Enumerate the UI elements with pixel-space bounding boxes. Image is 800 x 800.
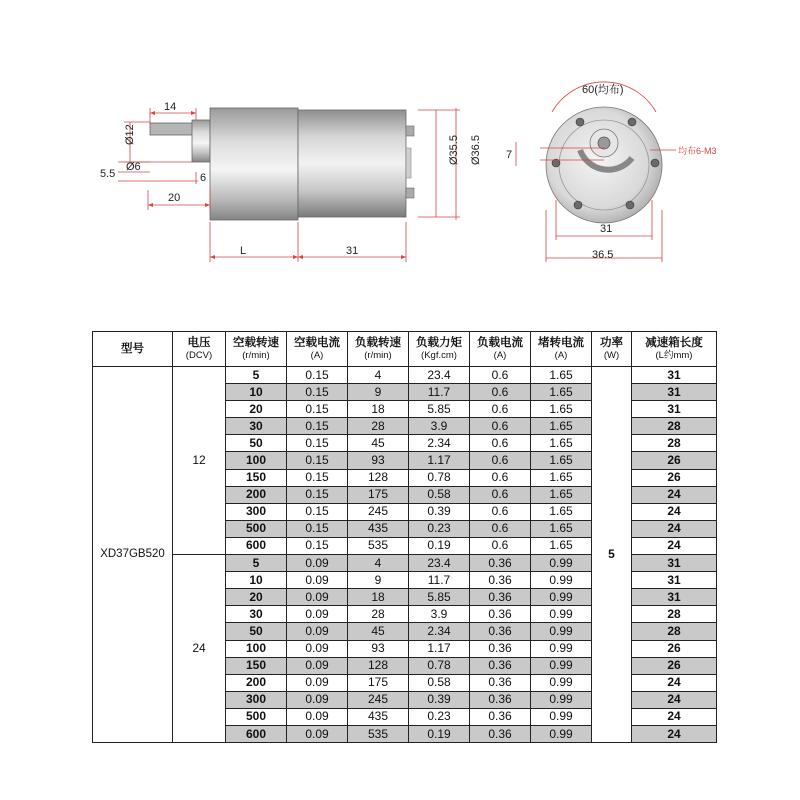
dim-flat: 5.5 <box>100 168 116 180</box>
gearbox-length-cell: 24 <box>632 674 717 691</box>
column-header-unit: (DCV) <box>185 350 213 361</box>
no-load-speed-cell: 5 <box>226 367 287 384</box>
column-header <box>287 332 348 367</box>
table-cell: 0.6 <box>470 537 531 554</box>
dim-holes: 均布6-M3 <box>678 146 717 156</box>
column-header <box>632 332 717 367</box>
table-cell: 3.9 <box>409 418 470 435</box>
model-cell: XD37GB520 <box>93 367 173 743</box>
table-cell: 0.15 <box>287 486 348 503</box>
gearbox-length-cell: 24 <box>632 520 717 537</box>
table-cell: 1.65 <box>531 367 592 384</box>
motor-shaft <box>150 123 195 135</box>
gearbox-length-cell: 31 <box>632 572 717 589</box>
no-load-speed-cell: 150 <box>226 657 287 674</box>
column-header <box>470 332 531 367</box>
table-cell: 0.99 <box>531 640 592 657</box>
no-load-speed-cell: 20 <box>226 401 287 418</box>
column-header <box>173 332 226 367</box>
column-header <box>226 332 287 367</box>
table-cell: 1.65 <box>531 469 592 486</box>
gearbox-length-cell: 28 <box>632 623 717 640</box>
gearbox-length-cell: 26 <box>632 452 717 469</box>
table-cell: 0.15 <box>287 435 348 452</box>
column-header-unit: (W) <box>603 350 620 361</box>
gearbox-body <box>210 108 298 220</box>
table-cell: 0.15 <box>287 520 348 537</box>
table-cell: 0.15 <box>287 401 348 418</box>
no-load-speed-cell: 20 <box>226 589 287 606</box>
gearbox-length-cell: 26 <box>632 657 717 674</box>
side-view-drawing <box>100 101 482 262</box>
column-header-title: 型号 <box>121 343 144 355</box>
no-load-speed-cell: 300 <box>226 691 287 708</box>
column-header <box>93 332 173 367</box>
table-cell: 0.6 <box>470 401 531 418</box>
voltage-cell: 12 <box>173 367 226 555</box>
gearbox-length-cell: 24 <box>632 691 717 708</box>
column-header-unit: (A) <box>310 350 324 361</box>
table-cell: 0.58 <box>409 674 470 691</box>
table-cell: 0.6 <box>470 384 531 401</box>
no-load-speed-cell: 10 <box>226 384 287 401</box>
shaft-collar <box>192 120 210 162</box>
column-header-title: 负载转速 <box>355 337 401 349</box>
table-cell: 0.19 <box>409 725 470 742</box>
dim-flat-dia: Ø12 <box>124 124 136 145</box>
table-cell: 0.23 <box>409 708 470 725</box>
table-cell: 435 <box>348 520 409 537</box>
table-cell: 0.99 <box>531 555 592 572</box>
gearbox-length-cell: 31 <box>632 384 717 401</box>
table-cell: 1.65 <box>531 418 592 435</box>
technical-drawings <box>0 0 800 330</box>
dim-outer: 36.5 <box>592 249 614 261</box>
gearbox-length-cell: 26 <box>632 640 717 657</box>
gearbox-length-cell: 31 <box>632 367 717 384</box>
table-cell: 9 <box>348 384 409 401</box>
table-cell: 0.6 <box>470 418 531 435</box>
table-cell: 128 <box>348 469 409 486</box>
table-cell: 0.15 <box>287 503 348 520</box>
table-cell: 0.6 <box>470 469 531 486</box>
table-cell: 0.36 <box>470 640 531 657</box>
table-cell: 1.17 <box>409 640 470 657</box>
table-cell: 0.09 <box>287 572 348 589</box>
column-header-unit: (Kgf.cm) <box>421 350 457 361</box>
no-load-speed-cell: 50 <box>226 435 287 452</box>
dim-motor-dia2: Ø36.5 <box>470 135 482 165</box>
table-cell: 0.6 <box>470 367 531 384</box>
table-cell: 1.65 <box>531 384 592 401</box>
table-cell: 4 <box>348 555 409 572</box>
table-cell: 0.36 <box>470 708 531 725</box>
column-header <box>409 332 470 367</box>
gearbox-length-cell: 24 <box>632 486 717 503</box>
table-cell: 0.09 <box>287 640 348 657</box>
table-cell: 0.36 <box>470 589 531 606</box>
table-cell: 0.6 <box>470 486 531 503</box>
table-cell: 175 <box>348 674 409 691</box>
table-cell: 28 <box>348 606 409 623</box>
no-load-speed-cell: 500 <box>226 520 287 537</box>
table-cell: 0.36 <box>470 725 531 742</box>
table-cell: 0.15 <box>287 418 348 435</box>
dim-pcd: 60(均布) <box>582 84 624 96</box>
mounting-hole <box>574 201 582 209</box>
table-cell: 0.6 <box>470 503 531 520</box>
column-header-unit: (r/min) <box>364 350 392 361</box>
table-cell: 2.34 <box>409 435 470 452</box>
gearbox-length-cell: 24 <box>632 503 717 520</box>
column-header <box>348 332 409 367</box>
table-cell: 0.15 <box>287 384 348 401</box>
table-cell: 23.4 <box>409 555 470 572</box>
gearbox-length-cell: 24 <box>632 537 717 554</box>
table-cell: 0.6 <box>470 452 531 469</box>
dim-motor-dia: Ø35.5 <box>448 135 460 165</box>
column-header-title: 空载转速 <box>233 337 279 349</box>
no-load-speed-cell: 200 <box>226 674 287 691</box>
table-cell: 4 <box>348 367 409 384</box>
table-cell: 0.15 <box>287 452 348 469</box>
spec-table <box>92 331 717 743</box>
table-cell: 0.99 <box>531 708 592 725</box>
table-cell: 0.09 <box>287 623 348 640</box>
dim-hole-span: 31 <box>600 223 613 235</box>
gearbox-length-cell: 24 <box>632 725 717 742</box>
table-row <box>93 367 717 384</box>
table-cell: 5.85 <box>409 589 470 606</box>
table-cell: 1.65 <box>531 452 592 469</box>
mounting-hole <box>576 118 584 126</box>
column-header-unit: (L约mm) <box>655 350 693 361</box>
table-cell: 0.99 <box>531 691 592 708</box>
gearbox-length-cell: 28 <box>632 418 717 435</box>
table-cell: 0.36 <box>470 657 531 674</box>
table-cell: 245 <box>348 691 409 708</box>
table-cell: 1.65 <box>531 401 592 418</box>
table-cell: 1.65 <box>531 537 592 554</box>
table-cell: 1.65 <box>531 435 592 452</box>
no-load-speed-cell: 300 <box>226 503 287 520</box>
table-cell: 0.09 <box>287 691 348 708</box>
motor-terminal <box>406 188 414 198</box>
table-cell: 0.6 <box>470 520 531 537</box>
column-header-title: 减速箱长度 <box>645 337 703 349</box>
no-load-speed-cell: 100 <box>226 640 287 657</box>
motor-terminal <box>406 126 414 136</box>
dim-shaft-len: 14 <box>164 101 177 113</box>
table-cell: 0.58 <box>409 486 470 503</box>
table-cell: 245 <box>348 503 409 520</box>
gearbox-face <box>546 107 662 223</box>
table-cell: 0.99 <box>531 623 592 640</box>
table-cell: 0.09 <box>287 589 348 606</box>
column-header-unit: (r/min) <box>242 350 270 361</box>
table-cell: 0.09 <box>287 657 348 674</box>
no-load-speed-cell: 100 <box>226 452 287 469</box>
table-cell: 0.78 <box>409 469 470 486</box>
dim-shaft-dia: Ø6 <box>126 161 141 173</box>
table-cell: 0.09 <box>287 606 348 623</box>
table-cell: 535 <box>348 537 409 554</box>
table-cell: 0.09 <box>287 555 348 572</box>
column-header <box>531 332 592 367</box>
gearbox-length-cell: 28 <box>632 435 717 452</box>
table-cell: 0.36 <box>470 691 531 708</box>
table-cell: 2.34 <box>409 623 470 640</box>
table-cell: 11.7 <box>409 572 470 589</box>
dim-gearbox-len: L <box>240 245 247 257</box>
motor-body <box>298 110 406 217</box>
column-header <box>592 332 632 367</box>
power-cell: 5 <box>592 367 632 743</box>
dim-shaft-total: 20 <box>168 192 181 204</box>
no-load-speed-cell: 5 <box>226 555 287 572</box>
table-cell: 0.99 <box>531 606 592 623</box>
mounting-hole <box>628 118 636 126</box>
output-shaft <box>598 137 610 149</box>
table-cell: 11.7 <box>409 384 470 401</box>
table-cell: 0.23 <box>409 520 470 537</box>
mounting-hole <box>651 159 659 167</box>
table-cell: 435 <box>348 708 409 725</box>
gearbox-length-cell: 28 <box>632 606 717 623</box>
table-cell: 0.99 <box>531 725 592 742</box>
table-cell: 93 <box>348 452 409 469</box>
table-cell: 0.39 <box>409 503 470 520</box>
column-header-title: 电压 <box>187 337 211 349</box>
column-header-title: 负载力矩 <box>416 337 462 349</box>
table-body <box>93 367 717 743</box>
header-row <box>93 332 717 367</box>
table-cell: 0.99 <box>531 657 592 674</box>
table-cell: 1.65 <box>531 503 592 520</box>
table-cell: 0.15 <box>287 469 348 486</box>
gearbox-length-cell: 31 <box>632 589 717 606</box>
table-cell: 0.09 <box>287 725 348 742</box>
table-cell: 9 <box>348 572 409 589</box>
gearbox-length-cell: 24 <box>632 708 717 725</box>
table-cell: 0.36 <box>470 555 531 572</box>
no-load-speed-cell: 50 <box>226 623 287 640</box>
table-cell: 0.09 <box>287 708 348 725</box>
mounting-hole <box>626 201 634 209</box>
table-cell: 175 <box>348 486 409 503</box>
table-cell: 0.09 <box>287 674 348 691</box>
table-cell: 0.15 <box>287 367 348 384</box>
no-load-speed-cell: 30 <box>226 418 287 435</box>
no-load-speed-cell: 200 <box>226 486 287 503</box>
voltage-cell: 24 <box>173 555 226 743</box>
table-cell: 0.78 <box>409 657 470 674</box>
dim-tip: 6 <box>200 172 207 184</box>
column-header-title: 负载电流 <box>477 337 523 349</box>
table-cell: 0.99 <box>531 674 592 691</box>
table-cell: 28 <box>348 418 409 435</box>
table-cell: 535 <box>348 725 409 742</box>
table-cell: 45 <box>348 623 409 640</box>
table-cell: 0.99 <box>531 572 592 589</box>
table-cell: 0.36 <box>470 606 531 623</box>
no-load-speed-cell: 30 <box>226 606 287 623</box>
table-cell: 0.6 <box>470 435 531 452</box>
column-header-title: 功率 <box>600 337 623 349</box>
table-cell: 1.65 <box>531 520 592 537</box>
table-cell: 1.65 <box>531 486 592 503</box>
column-header-title: 空载电流 <box>294 337 340 349</box>
table-cell: 1.17 <box>409 452 470 469</box>
column-header-unit: (A) <box>493 350 507 361</box>
table-cell: 0.19 <box>409 537 470 554</box>
no-load-speed-cell: 600 <box>226 725 287 742</box>
column-header-title: 堵转电流 <box>538 337 584 349</box>
column-header-unit: (A) <box>554 350 568 361</box>
table-cell: 3.9 <box>409 606 470 623</box>
table-cell: 0.36 <box>470 674 531 691</box>
table-cell: 0.39 <box>409 691 470 708</box>
table-cell: 128 <box>348 657 409 674</box>
gearbox-length-cell: 31 <box>632 555 717 572</box>
no-load-speed-cell: 150 <box>226 469 287 486</box>
table-cell: 0.36 <box>470 572 531 589</box>
no-load-speed-cell: 10 <box>226 572 287 589</box>
no-load-speed-cell: 500 <box>226 708 287 725</box>
table-cell: 0.36 <box>470 623 531 640</box>
table-cell: 5.85 <box>409 401 470 418</box>
table-cell: 18 <box>348 401 409 418</box>
dim-offset: 7 <box>506 149 513 161</box>
front-view-drawing <box>506 82 717 262</box>
table-cell: 0.99 <box>531 589 592 606</box>
gearbox-length-cell: 31 <box>632 401 717 418</box>
dim-motor-len: 31 <box>346 245 359 257</box>
table-cell: 0.15 <box>287 537 348 554</box>
no-load-speed-cell: 600 <box>226 537 287 554</box>
gearbox-length-cell: 26 <box>632 469 717 486</box>
table-cell: 45 <box>348 435 409 452</box>
table-cell: 23.4 <box>409 367 470 384</box>
table-cell: 93 <box>348 640 409 657</box>
table-cell: 18 <box>348 589 409 606</box>
